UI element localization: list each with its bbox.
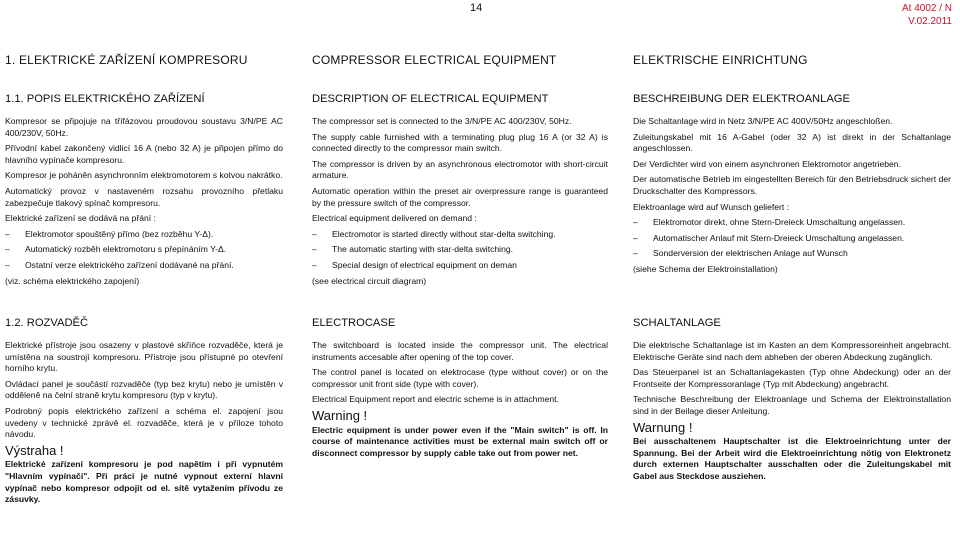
paragraph: Technische Beschreibung der Elektroanlage und Schema der Elektroinstallation sind in der Beilage dieser Anleitung.: [633, 394, 951, 416]
paragraph: Elektroanlage wird auf Wunsch geliefert :: [633, 201, 790, 212]
list-item: – Ostatní verze elektrického zařízení dodávané na přání.: [5, 259, 234, 270]
paragraph: Der automatische Betrieb im eingestellten Bereich für den Betriebsdruck sichert der Druckschalter des Kompressors.: [633, 174, 951, 196]
document-code: At 4002 / N: [901, 3, 952, 14]
list-item: – The automatic starting with star-delta switching.: [312, 244, 514, 255]
paragraph: Elektrické přístroje jsou osazeny v plastové skříňce rozvaděče, která je umístěna na soustrojí kompresoru. Přístroje jsou přístupné po otevření horního krytu.: [5, 340, 283, 374]
page-number: 14: [470, 2, 483, 14]
paragraph: (siehe Schema der Elektroinstallation): [633, 263, 778, 274]
list-item: – Special design of electrical equipment on deman: [312, 259, 517, 270]
paragraph: The compressor set is connected to the 3/N/PE AC 400/230V, 50Hz.: [312, 116, 572, 126]
section-1-title-cz: 1. ELEKTRICKÉ ZAŘÍZENÍ KOMPRESORU: [5, 53, 248, 67]
list-item: – Automatischer Anlauf mit Stern-Dreieck Umschaltung angelassen.: [633, 232, 905, 243]
list-item: – Sonderversion der elektrischen Anlage auf Wunsch: [633, 248, 848, 259]
paragraph: Electrical Equipment report and electric scheme is in attachment.: [312, 394, 559, 405]
warning-title: Výstraha !: [5, 442, 64, 458]
document-version: V.02.2011: [908, 16, 952, 27]
section-1-1-title-en: DESCRIPTION OF ELECTRICAL EQUIPMENT: [312, 93, 549, 105]
paragraph: (viz. schéma elektrického zapojení): [5, 275, 140, 286]
section-1-2-title-cz: 1.2. ROZVADĚČ: [5, 317, 89, 329]
warning-text: Bei ausschaltenem Hauptschalter ist die Elektroeinrichtung unter der Spannung. Bei der Arbeit wird die Elektroeinrichtung nötig von Elektronetz durch externen Hauptschalter ausschalten oder die Zuleitungskabel mit Gabel aus Steckdose ausziehen.: [633, 436, 951, 481]
paragraph: (see electrical circuit diagram): [312, 275, 427, 286]
paragraph: Automatický provoz v nastaveném rozsahu provozního přetlaku zabezpečuje tlakový spínač kompresoru.: [5, 185, 283, 208]
description-cz: [5, 116, 283, 291]
paragraph: Ovládací panel je součástí rozvaděče (typ bez krytu) nebo je umístěn v odděleně na čelní straně krytu kompresoru (typ v krytu).: [5, 378, 283, 401]
electrocase-en: [312, 340, 608, 459]
section-1-2-title-en: ELECTROCASE: [312, 317, 396, 329]
description-en: [312, 116, 608, 291]
document-reference: [902, 2, 952, 28]
paragraph: Elektrické zařízení se dodává na přání :: [5, 213, 156, 224]
paragraph: Kompresor se připojuje na třífázovou proudovou soustavu 3/N/PE AC 400/230V, 50Hz.: [5, 116, 283, 138]
paragraph: Podrobný popis elektrického zařízení a schéma el. zapojení jsou uvedeny v technické zprávě el. rozvaděče, která je v příloze tohoto návodu.: [5, 405, 283, 440]
electrocase-de: [633, 340, 951, 483]
warning-title: Warnung !: [633, 419, 693, 435]
paragraph: Der Verdichter wird von einem asynchronen Elektromotor angetrieben.: [633, 158, 901, 169]
paragraph: Automatic operation within the preset air overpressure range is guaranteed by the pressure switch of the compressor.: [312, 185, 608, 208]
section-1-2-title-de: SCHALTANLAGE: [633, 317, 721, 329]
description-de: [633, 116, 951, 280]
list-item: – Elektromotor direkt, ohne Stern-Dreieck Umschaltung angelassen.: [633, 217, 906, 228]
paragraph: Die Schaltanlage wird in Netz 3/N/PE AC 400V/50Hz angeschloßen.: [633, 116, 893, 126]
paragraph: The switchboard is located inside the compressor unit. The electrical instruments accesable after opening of the top cover.: [312, 340, 608, 362]
warning-title: Warning !: [312, 407, 368, 423]
paragraph: Die elektrische Schaltanlage ist im Kasten an dem Kompressoreinheit angebracht. Elektrische Geräte sind nach dem abheben der oberen Abdeckung zugänglich.: [633, 340, 951, 362]
paragraph: Přívodní kabel zakončený vidlicí 16 A (nebo 32 A) je připojen přímo do hlavního vypínače kompresoru.: [5, 143, 283, 165]
list-item: – Electromotor is started directly without star-delta switching.: [312, 228, 556, 239]
paragraph: Kompresor je poháněn asynchronním elektromotorem s kotvou nakrátko.: [5, 170, 283, 181]
paragraph: The compressor is driven by an asynchronous electromotor with short-circuit armature.: [312, 158, 608, 181]
section-1-1-title-cz: 1.1. POPIS ELEKTRICKÉHO ZAŘÍZENÍ: [5, 93, 205, 105]
paragraph: The supply cable furnished with a terminating plug plug 16 A (or 32 A) is connected directly to the compressor main switch.: [312, 131, 608, 154]
warning-text: Elektrické zařízení kompresoru je pod napětím i při vypnutém "Hlavním vypínači". Při práci je nutné vypnout externí hlavní vypínač nebo kompresor odpojit od el. sítě vytažením přívodu ze zásuvky.: [5, 459, 283, 505]
warning-text: Electric equipment is under power even if the "Main switch" is off. In course of maintenance activities must be external main switch off or disconnect compressor by supply cable take out from power net.: [312, 424, 608, 458]
section-1-title-en: COMPRESSOR ELECTRICAL EQUIPMENT: [312, 53, 557, 67]
paragraph: Zuleitungskabel mit 16 A-Gabel (oder 32 A) ist direkt in der Schaltanlage angeschlossen.: [633, 131, 951, 154]
paragraph: The control panel is located on elektrocase (type without cover) or on the compressor unit front side (type with cover).: [312, 367, 608, 389]
section-1-1-title-de: BESCHREIBUNG DER ELEKTROANLAGE: [633, 93, 850, 105]
section-1-title-de: ELEKTRISCHE EINRICHTUNG: [633, 53, 808, 67]
list-item: – Elektromotor spouštěný přímo (bez rozběhu Y-Δ).: [5, 228, 214, 239]
list-item: – Automatický rozběh elektromotoru s přepínáním Y-Δ.: [5, 244, 227, 255]
electrocase-cz: [5, 340, 283, 506]
paragraph: Electrical equipment delivered on demand :: [312, 213, 477, 224]
paragraph: Das Steuerpanel ist an Schaltanlagekasten (Typ ohne Abdeckung) oder an der Frontseite der Kompressoranlage (Typ mit Abdeckung) angebracht.: [633, 367, 951, 389]
